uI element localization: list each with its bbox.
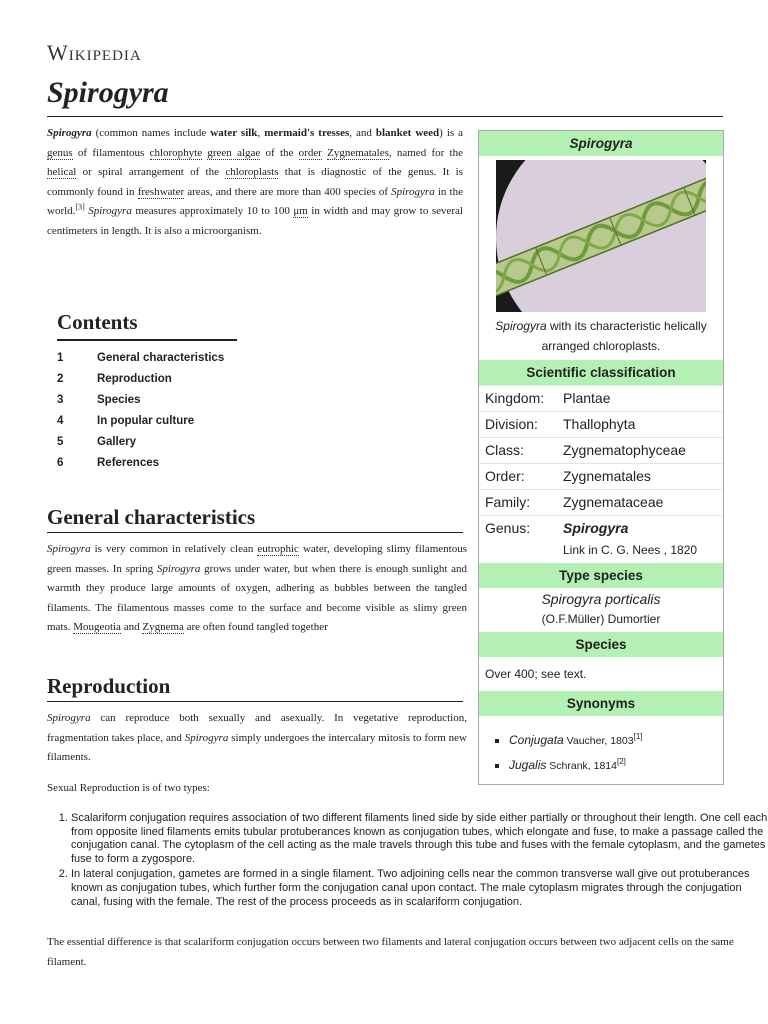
list-item: 1. Scalariform conjugation requires association of two different filaments lined side by side either partially or throughout their length. One cell each from opposite lined filaments emits tubular protuberances known as conjugation tubes, which elongate and fuse, to make a passage called the conjugation canal. The cytoplasm of the cell acting as the male travels through this tube and fuses with the female cytoplasm, and the gametes fuse to form a zygospore. <box>71 812 768 866</box>
list-item: 2. In lateral conjugation, gametes are formed in a single filament. Two adjoining cells near the common transverse wall give out protuberances known as conjugation tubes, which further form the conjugation canal upon contact. The male cytoplasm migrates through the conjugation canal, fusing with the female. The rest of the process proceeds as in scalariform conjugation. <box>71 868 768 909</box>
link-mougeotia[interactable]: Mougeotia <box>73 621 121 633</box>
link-chloroplasts[interactable]: chloroplasts <box>225 166 279 178</box>
spirogyra-micrograph-icon[interactable] <box>496 160 706 312</box>
title-divider <box>47 116 723 117</box>
link-micrometre[interactable]: μm <box>293 205 308 217</box>
link-freshwater[interactable]: freshwater <box>137 185 185 198</box>
link-eutrophic[interactable]: eutrophic <box>257 543 299 555</box>
toc-heading: Contents <box>57 310 237 341</box>
sexual-reproduction-intro: Sexual Reproduction is of two types: <box>47 782 210 794</box>
taxobox-caption: Spirogyra with its characteristic helically arranged chloroplasts. <box>495 319 707 353</box>
scientific-classification-heading: Scientific classification <box>479 360 723 385</box>
link-order[interactable]: order <box>298 146 322 159</box>
synonyms-list <box>479 716 723 784</box>
link-zygnematales[interactable]: Zygnematales <box>327 146 389 159</box>
reference-1[interactable]: [1] <box>633 732 643 741</box>
synonyms-heading: Synonyms <box>479 691 723 716</box>
toc-item-species[interactable]: 3 Species <box>57 394 141 406</box>
reproduction-paragraph: Spirogyra can reproduce both sexually and asexually. In vegetative reproduction, fragmentation takes place, and Spirogyra simply undergoes the intercalary mitosis to form new filaments. <box>47 712 467 763</box>
genus-authority: Link in C. G. Nees , 1820 <box>563 543 698 557</box>
link-green-algae[interactable]: green algae <box>207 146 261 159</box>
type-species-heading: Type species <box>479 563 723 588</box>
list-item: ▪ Jugalis Schrank, 1814[2] <box>509 753 723 778</box>
type-species-authority: (O.F.Müller) Dumortier <box>541 612 661 626</box>
toc-item-references[interactable]: 6 References <box>57 457 160 469</box>
toc-item-reproduction[interactable]: 2 Reproduction <box>57 373 172 385</box>
taxobox-row-class: Class: Zygnematophyceae <box>479 437 723 463</box>
link-zygnema[interactable]: Zygnema <box>142 621 184 633</box>
taxobox-row-family: Family: Zygnemataceae <box>479 489 723 515</box>
wikipedia-logo[interactable]: Wikipedia <box>47 40 142 65</box>
heading-general-characteristics: General characteristics <box>47 505 463 533</box>
taxobox <box>478 130 724 785</box>
general-paragraph: Spirogyra is very common in relatively clean eutrophic water, developing slimy filamentous green masses. In spring Spirogyra grows under water, but when there is enough sunlight and warmth they produce large amounts of oxygen, adhering as bubbles between the tangled filaments. The filamentous masses come to the surface and become visible as slimy green mats. Mougeotia and Zygnema are often found tangled together <box>47 543 468 633</box>
taxobox-row-genus: Genus: Spirogyra <box>479 515 723 541</box>
toc-item-general-characteristics[interactable]: 1 General characteristics <box>57 352 225 364</box>
link-helical[interactable]: helical <box>47 166 77 178</box>
toc-item-popular-culture[interactable]: 4 In popular culture <box>57 415 195 427</box>
species-text: Over 400; see text. <box>485 667 587 681</box>
closing-paragraph: The essential difference is that scalariform conjugation occurs between two filaments and lateral conjugation occurs between two adjacent cells on the same filament. <box>47 936 734 968</box>
reference-2[interactable]: [2] <box>617 757 626 766</box>
toc-item-gallery[interactable]: 5 Gallery <box>57 436 136 448</box>
species-heading: Species <box>479 632 723 657</box>
conjugation-list <box>47 812 768 911</box>
lead-paragraph: Spirogyra (common names include water silk, mermaid's tresses, and blanket weed) is a genus of filamentous chlorophyte green algae of the order Zygnematales, named for the helical or spiral arrangement of the chloroplasts that is diagnostic of the genus. It is commonly found in freshwater areas, and there are more than 400 species of Spirogyra in the world.[3] Spirogyra measures approximately 10 to 100 μm in width and may grow to several centimeters in length. It is also a microorganism. <box>47 127 464 237</box>
taxobox-title: Spirogyra <box>479 131 723 156</box>
taxobox-row-kingdom: Kingdom: Plantae <box>479 385 723 411</box>
type-species-name: Spirogyra porticalis <box>541 591 661 607</box>
table-of-contents <box>57 310 237 474</box>
taxobox-row-division: Division: Thallophyta <box>479 411 723 437</box>
reference-3[interactable]: [3] <box>75 202 85 212</box>
heading-reproduction: Reproduction <box>47 674 463 702</box>
list-item: ▪ Conjugata Vaucher, 1803[1] <box>509 728 723 753</box>
link-chlorophyte[interactable]: chlorophyte <box>149 146 203 159</box>
link-genus[interactable]: genus <box>47 146 73 159</box>
page-title: Spirogyra <box>47 76 169 109</box>
taxobox-row-order: Order: Zygnematales <box>479 463 723 489</box>
